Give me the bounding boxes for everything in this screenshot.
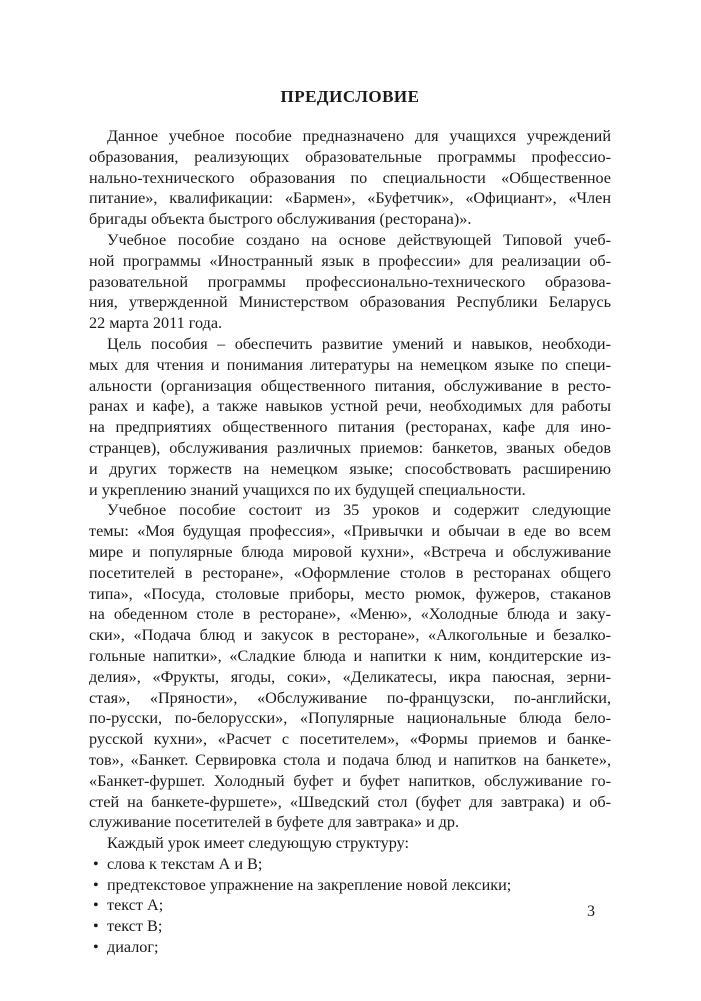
bullet-icon: • bbox=[93, 938, 99, 957]
list-item-text: предтекстовое упражнение на закрепление новой лексики; bbox=[107, 875, 512, 894]
text-line: на обеденном столе в ресторане», «Меню», «Холодные блюда и заку- bbox=[89, 605, 611, 624]
bullet-icon: • bbox=[93, 875, 99, 894]
paragraph bbox=[89, 500, 611, 833]
text-line: нально-технического образования по специальности «Общественное bbox=[89, 168, 611, 187]
preface-body bbox=[89, 126, 611, 854]
page-number: 3 bbox=[587, 903, 595, 920]
text-line: ной программы «Иностранный язык в профессии» для реализации об- bbox=[89, 251, 611, 270]
paragraph bbox=[89, 833, 611, 854]
text-line: стей на банкете-фуршете», «Шведский стол (буфет для завтрака) и об- bbox=[89, 792, 611, 811]
text-line: делия», «Фрукты, ягоды, соки», «Деликатесы, икра паюсная, зерни- bbox=[89, 667, 611, 686]
list-item bbox=[89, 937, 611, 958]
text-line: стая», «Пряности», «Обслуживание по-французски, по-английски, bbox=[89, 688, 611, 707]
text-line: темы: «Моя будущая профессия», «Привычки и обычаи в еде во всем bbox=[89, 522, 611, 541]
text-line: Цель пособия – обеспечить развитие умений и навыков, необходи- bbox=[107, 334, 611, 353]
text-line: питание», квалификации: «Бармен», «Буфетчик», «Официант», «Член bbox=[89, 189, 611, 208]
text-line: ранах и кафе), а также навыков устной речи, необходимых для работы bbox=[89, 397, 611, 416]
text-line: гольные напитки», «Сладкие блюда и напитки к ним, кондитерские из- bbox=[89, 646, 611, 665]
list-item-text: слова к текстам А и В; bbox=[107, 854, 263, 873]
text-line: русской кухни», «Расчет с посетителем», «Формы приемов и банке- bbox=[89, 730, 611, 749]
list-item bbox=[89, 895, 611, 916]
list-item-text: текст В; bbox=[107, 917, 163, 936]
text-line: мых для чтения и понимания литературы на немецком языке по специ- bbox=[89, 355, 611, 374]
page-content bbox=[89, 86, 611, 958]
lesson-structure-list bbox=[89, 854, 611, 958]
text-line: альности (организация общественного питания, обслуживание в ресто- bbox=[89, 376, 611, 395]
text-line: мире и популярные блюда мировой кухни», «Встреча и обслуживание bbox=[89, 542, 611, 561]
text-line: по-русски, по-белорусски», «Популярные национальные блюда бело- bbox=[89, 709, 611, 728]
text-line: и других торжеств на немецком языке; способствовать расширению bbox=[89, 459, 611, 478]
bullet-icon: • bbox=[93, 917, 99, 936]
text-line: «Банкет-фуршет. Холодный буфет и буфет напитков, обслуживание го- bbox=[89, 771, 611, 790]
text-line: Учебное пособие создано на основе действующей Типовой учеб- bbox=[107, 230, 611, 249]
list-item bbox=[89, 916, 611, 937]
list-item-text: диалог; bbox=[107, 938, 159, 957]
text-line: типа», «Посуда, столовые приборы, место рюмок, фужеров, стаканов bbox=[89, 584, 611, 603]
text-line: ски», «Подача блюд и закусок в ресторане», «Алкогольные и безалко- bbox=[89, 626, 611, 645]
paragraph bbox=[89, 334, 611, 500]
list-item bbox=[89, 875, 611, 896]
list-item-text: текст А; bbox=[107, 896, 164, 915]
text-line: тов», «Банкет. Сервировка стола и подача блюд и напитков на банкете», bbox=[89, 750, 611, 769]
page-title: ПРЕДИСЛОВИЕ bbox=[280, 87, 420, 106]
text-line: Каждый урок имеет следующую структуру: bbox=[107, 834, 410, 853]
bullet-icon: • bbox=[93, 854, 99, 873]
text-line: на предприятиях общественного питания (ресторанах, кафе для ино- bbox=[89, 418, 611, 437]
text-line: и укреплению знаний учащихся по их будущей специальности. bbox=[89, 480, 526, 499]
text-line: служивание посетителей в буфете для завтрака» и др. bbox=[89, 813, 460, 832]
text-line: разовательной программы профессионально-технического образова- bbox=[89, 272, 611, 291]
text-line: странцев), обслуживания различных приемов: банкетов, званых обедов bbox=[89, 438, 611, 457]
text-line: ния, утвержденной Министерством образования Республики Беларусь bbox=[89, 293, 611, 312]
text-line: Учебное пособие состоит из 35 уроков и содержит следующие bbox=[107, 501, 611, 520]
text-line: 22 марта 2011 года. bbox=[89, 314, 223, 333]
text-line: образования, реализующих образовательные программы профессио- bbox=[89, 147, 611, 166]
list-item bbox=[89, 854, 611, 875]
paragraph bbox=[89, 230, 611, 334]
text-line: Данное учебное пособие предназначено для учащихся учреждений bbox=[107, 127, 611, 145]
text-line: посетителей в ресторане», «Оформление столов в ресторанах общего bbox=[89, 563, 611, 582]
paragraph bbox=[89, 126, 611, 230]
text-line: бригады объекта быстрого обслуживания (ресторана)». bbox=[89, 210, 472, 229]
bullet-icon: • bbox=[93, 896, 99, 915]
